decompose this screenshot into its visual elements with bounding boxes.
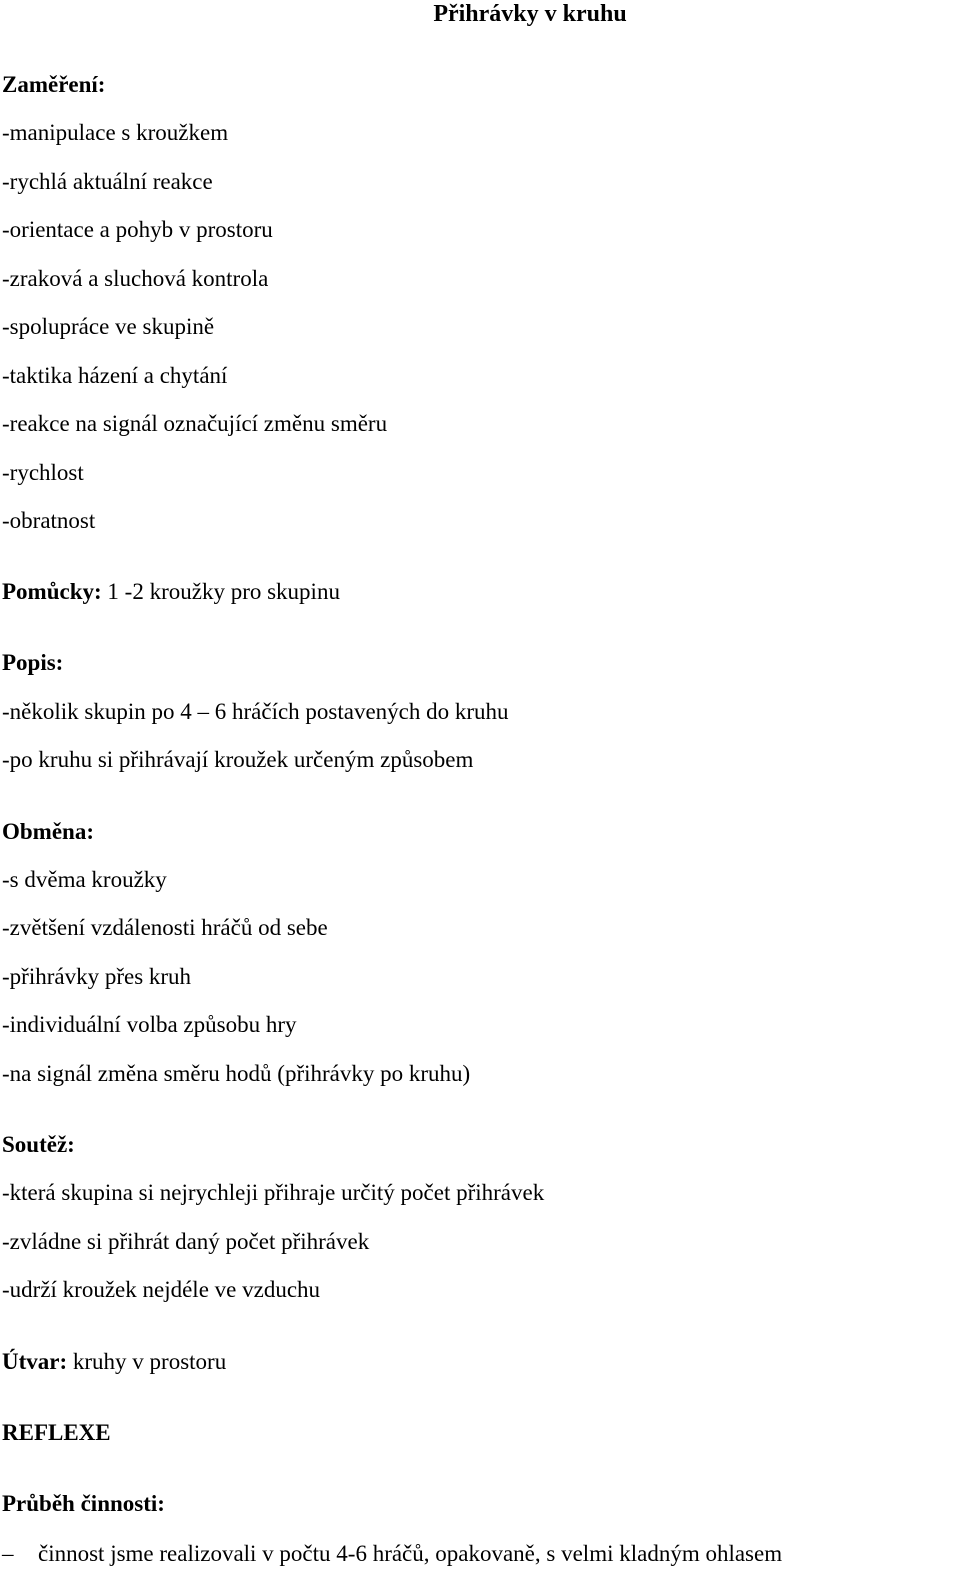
variation-item: -přihrávky přes kruh [2,964,192,989]
formation-line [2,1350,226,1373]
focus-item: -spolupráce ve skupině [2,314,215,339]
variation-item: -s dvěma kroužky [2,867,167,892]
focus-item: -zraková a sluchová kontrola [2,266,269,291]
aids-line [2,580,340,603]
competition-item: -udrží kroužek nejdéle ve vzduchu [2,1277,321,1302]
description-heading: Popis: [2,650,64,675]
focus-item: -rychlá aktuální reakce [2,169,213,194]
competition-item: -která skupina si nejrychleji přihraje určitý počet přihrávek [2,1180,545,1205]
description-item: -po kruhu si přihrávají kroužek určeným způsobem [2,747,474,772]
formation-label: Útvar: [2,1349,68,1374]
progress-item: činnost jsme realizovali v počtu 4-6 hráčů, opakovaně, s velmi kladným ohlasem [38,1541,783,1566]
document-title: Přihrávky v kruhu [433,1,627,27]
variation-item: -individuální volba způsobu hry [2,1012,297,1037]
focus-heading: Zaměření: [2,72,106,97]
variation-item: -zvětšení vzdálenosti hráčů od sebe [2,915,328,940]
reflection-heading: REFLEXE [2,1420,111,1445]
aids-value: 1 -2 kroužky pro skupinu [101,579,340,604]
variation-heading: Obměna: [2,819,94,844]
progress-heading: Průběh činnosti: [2,1491,165,1516]
competition-item: -zvládne si přihrát daný počet přihrávek [2,1229,370,1254]
focus-item: -manipulace s kroužkem [2,120,229,145]
formation-value: kruhy v prostoru [67,1349,227,1374]
progress-bullet: – [2,1541,14,1566]
focus-item: -taktika házení a chytání [2,363,228,388]
focus-item: -rychlost [2,460,84,485]
competition-heading: Soutěž: [2,1132,75,1157]
description-item: -několik skupin po 4 – 6 hráčích postavených do kruhu [2,699,509,724]
focus-item: -obratnost [2,508,96,533]
aids-label: Pomůcky: [2,579,102,604]
focus-item: -reakce na signál označující změnu směru [2,411,388,436]
variation-item: -na signál změna směru hodů (přihrávky po kruhu) [2,1061,471,1086]
focus-item: -orientace a pohyb v prostoru [2,217,273,242]
